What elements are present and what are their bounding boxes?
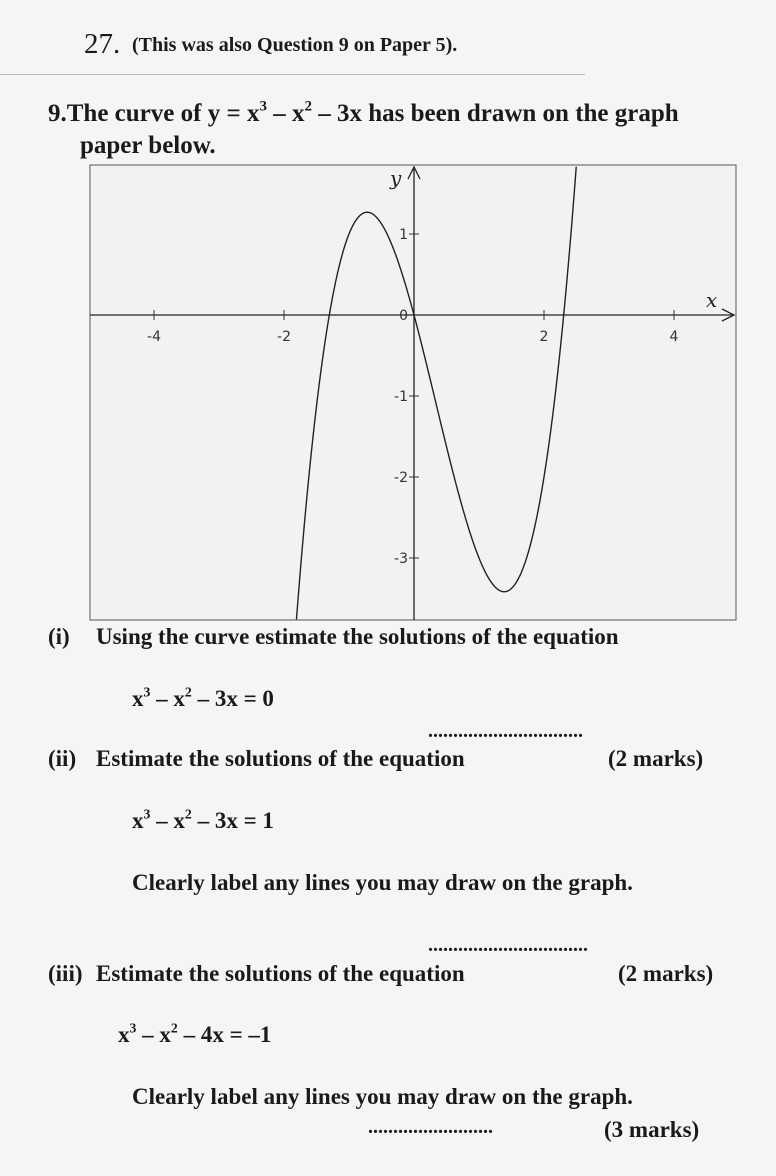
y-tick-label: -3 (394, 551, 408, 567)
part-i-answer-line[interactable]: ............................... (428, 720, 583, 742)
graph-frame (90, 165, 736, 620)
question-stem-line2: paper below. (80, 132, 216, 159)
y-tick-label: 0 (399, 308, 408, 324)
header-note: (This was also Question 9 on Paper 5). (132, 34, 458, 56)
part-i-label: (i) (48, 624, 70, 649)
y-tick-label: 1 (399, 227, 408, 243)
part-ii-text: Estimate the solutions of the equation (96, 746, 465, 771)
y-tick-label: -1 (394, 389, 408, 405)
part-iii-instruction: Clearly label any lines you may draw on the graph. (132, 1084, 633, 1109)
part-iii-equation: $x^3 - x^2 - 4x = -1$ (118, 1020, 272, 1047)
x-tick-label: 4 (669, 329, 679, 345)
part-ii-marks: (2 marks) (618, 961, 714, 986)
part-i-marks: (2 marks) (608, 746, 704, 771)
x-axis-label: x (706, 288, 718, 312)
x-tick-label: 2 (539, 329, 549, 345)
part-ii-answer-line[interactable]: ................................ (428, 934, 588, 956)
y-tick-label: -2 (394, 470, 408, 486)
header-divider (0, 74, 585, 75)
x-tick-label: -2 (277, 329, 291, 345)
part-iii-marks: (3 marks) (604, 1117, 700, 1142)
part-ii-label: (ii) (48, 746, 77, 771)
cubic-graph (0, 155, 776, 625)
x-tick-label: -4 (147, 329, 161, 345)
question-number: 27. (84, 28, 121, 60)
part-iii-text: Estimate the solutions of the equation (96, 961, 465, 986)
question-stem-line1: 9.The curve of $y = x^3 - x^2 - 3x$ has been drawn on the graph (48, 98, 679, 127)
part-i-text: Using the curve estimate the solutions of the equation (96, 624, 619, 649)
part-iii-answer-line[interactable]: ......................... (368, 1116, 493, 1138)
part-i-equation: $x^3 - x^2 - 3x = 0$ (132, 684, 274, 711)
part-iii-label: (iii) (48, 961, 83, 986)
y-axis-label: y (390, 166, 402, 190)
part-ii-equation: $x^3 - x^2 - 3x = 1$ (132, 806, 274, 833)
part-ii-instruction: Clearly label any lines you may draw on the graph. (132, 870, 633, 895)
